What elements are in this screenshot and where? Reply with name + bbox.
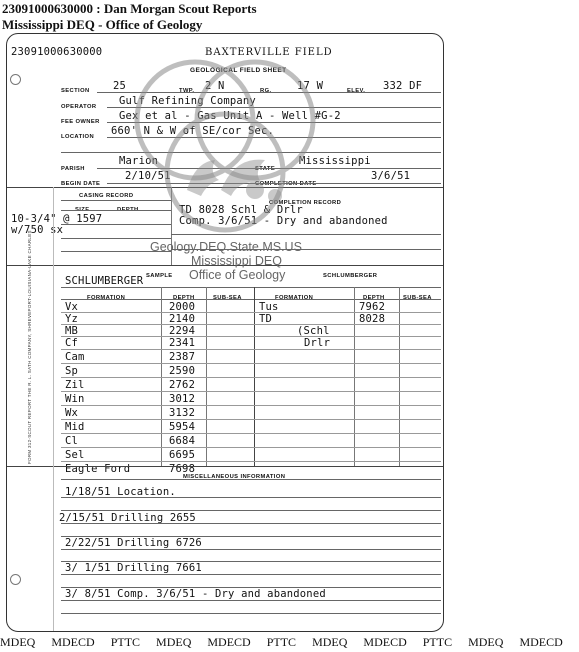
right-formation: Tus bbox=[259, 301, 279, 313]
left-formation: Sel bbox=[65, 449, 85, 461]
left-formation: Cl bbox=[65, 435, 79, 447]
footer-item: PTTC bbox=[266, 635, 297, 649]
left-formation: Vx bbox=[65, 301, 79, 313]
punch-hole bbox=[10, 574, 21, 585]
sheet-title: GEOLOGICAL FIELD SHEET bbox=[190, 67, 287, 74]
state-label: STATE bbox=[255, 166, 276, 172]
footer-item: PTTC bbox=[110, 635, 141, 649]
parish-label: PARISH bbox=[61, 166, 85, 172]
left-depth: 6684 bbox=[169, 435, 196, 447]
form-side-text: FORM 312-SCOUT REPORT THE R. L. SATH COMPANY, SHREVEPORT-LOUISIANA-LAKE CHARLES bbox=[27, 230, 32, 464]
watermark-url: Geology.DEQ.State.MS.US bbox=[150, 240, 302, 254]
right-formation-header: FORMATION bbox=[275, 295, 314, 301]
casing-line-1: 10-3/4" @ 1597 bbox=[11, 213, 103, 225]
footer-item: MDEQ bbox=[312, 635, 348, 649]
completion-line-1: TD 8028 Schl & Drlr bbox=[179, 204, 303, 216]
operator-value: Gulf Refining Company bbox=[119, 95, 256, 107]
right-formation: (Schl bbox=[297, 325, 330, 337]
left-depth: 3012 bbox=[169, 393, 196, 405]
page-header-subtitle: Mississippi DEQ - Office of Geology bbox=[2, 17, 203, 32]
footer-item: MDEQ bbox=[468, 635, 504, 649]
footer-banner bbox=[0, 633, 563, 651]
elev-value: 332 DF bbox=[383, 80, 423, 92]
section-label: SECTION bbox=[61, 88, 90, 94]
left-depth: 5954 bbox=[169, 421, 196, 433]
misc-entry: 3/ 1/51 Drilling 7661 bbox=[65, 562, 202, 574]
operator-label: OPERATOR bbox=[61, 104, 97, 110]
left-depth: 2294 bbox=[169, 325, 196, 337]
completion-date-value: 3/6/51 bbox=[371, 170, 411, 182]
schlumberger-label: SCHLUMBERGER bbox=[323, 273, 378, 279]
footer-item: PTTC bbox=[422, 635, 453, 649]
misc-entry: 1/18/51 Location. bbox=[65, 486, 176, 498]
right-depth: 8028 bbox=[359, 313, 386, 325]
punch-hole bbox=[10, 74, 21, 85]
casing-size-label: SIZE bbox=[75, 207, 90, 213]
left-formation: Cf bbox=[65, 337, 79, 349]
completion-line-2: Comp. 3/6/51 - Dry and abandoned bbox=[179, 215, 388, 227]
rg-label: RG. bbox=[260, 88, 272, 94]
completion-record-label: COMPLETION RECORD bbox=[269, 200, 342, 206]
footer-item: MDEQ bbox=[0, 635, 36, 649]
location-label: LOCATION bbox=[61, 134, 95, 140]
section-value: 25 bbox=[113, 80, 127, 92]
left-formation: Zil bbox=[65, 379, 85, 391]
left-depth: 2762 bbox=[169, 379, 196, 391]
twp-label: TWP. bbox=[179, 88, 195, 94]
rg-value: 17 W bbox=[297, 80, 324, 92]
misc-label: MISCELLANEOUS INFORMATION bbox=[183, 474, 286, 480]
right-subsea-header: SUB-SEA bbox=[403, 295, 432, 301]
left-depth-header: DEPTH bbox=[173, 295, 195, 301]
left-depth: 2387 bbox=[169, 351, 196, 363]
api-number: 23091000630000 bbox=[11, 46, 103, 58]
casing-record-label: CASING RECORD bbox=[79, 193, 134, 199]
field-name: BAXTERVILLE FIELD bbox=[205, 47, 333, 58]
sample-value: SCHLUMBERGER bbox=[65, 275, 144, 287]
begin-date-value: 2/10/51 bbox=[125, 170, 171, 182]
left-formation: Eagle Ford bbox=[65, 463, 131, 475]
left-depth: 2140 bbox=[169, 313, 196, 325]
twp-value: 2 N bbox=[205, 80, 225, 92]
footer-item: MDECD bbox=[51, 635, 95, 649]
watermark-office: Office of Geology bbox=[189, 268, 286, 282]
page-header-title: 23091000630000 : Dan Morgan Scout Reports bbox=[2, 1, 257, 16]
state-value: Mississippi bbox=[299, 155, 371, 167]
left-formation: Sp bbox=[65, 365, 79, 377]
left-formation-header: FORMATION bbox=[87, 295, 126, 301]
scout-report-card bbox=[6, 33, 444, 632]
begin-date-label: BEGIN DATE bbox=[61, 181, 101, 187]
casing-depth-label: DEPTH bbox=[117, 207, 139, 213]
left-formation: MB bbox=[65, 325, 79, 337]
footer-item: MDECD bbox=[207, 635, 251, 649]
left-formation: Mid bbox=[65, 421, 85, 433]
left-formation: Cam bbox=[65, 351, 85, 363]
fee-owner-label: FEE OWNER bbox=[61, 119, 100, 125]
right-formation: TD bbox=[259, 313, 273, 325]
left-depth: 2341 bbox=[169, 337, 196, 349]
left-depth: 2000 bbox=[169, 301, 196, 313]
right-depth-header: DEPTH bbox=[363, 295, 385, 301]
location-value: 660' N & W of SE/cor Sec. bbox=[111, 125, 275, 137]
completion-date-label: COMPLETION DATE bbox=[255, 181, 317, 187]
footer-item: MDECD bbox=[519, 635, 563, 649]
elev-label: ELEV. bbox=[347, 88, 366, 94]
right-formation: Drlr bbox=[304, 337, 331, 349]
left-subsea-header: SUB-SEA bbox=[213, 295, 242, 301]
casing-line-2: w/750 sx bbox=[11, 224, 64, 236]
left-formation: Yz bbox=[65, 313, 79, 325]
left-depth: 6695 bbox=[169, 449, 196, 461]
watermark-org: Mississippi DEQ bbox=[191, 254, 282, 268]
fee-owner-value: Gex et al - Gas Unit A - Well #G-2 bbox=[119, 110, 341, 122]
left-depth: 3132 bbox=[169, 407, 196, 419]
left-formation: Wx bbox=[65, 407, 79, 419]
misc-entry: 2/15/51 Drilling 2655 bbox=[59, 512, 196, 524]
misc-entry: 2/22/51 Drilling 6726 bbox=[65, 537, 202, 549]
sample-label: SAMPLE bbox=[146, 273, 173, 279]
left-formation: Win bbox=[65, 393, 85, 405]
mdeq-logo-watermark bbox=[125, 40, 325, 245]
footer-item: MDEQ bbox=[156, 635, 192, 649]
right-depth: 7962 bbox=[359, 301, 386, 313]
left-depth: 2590 bbox=[169, 365, 196, 377]
misc-entry: 3/ 8/51 Comp. 3/6/51 - Dry and abandoned bbox=[65, 588, 326, 600]
left-depth: 7698 bbox=[169, 463, 196, 475]
footer-item: MDECD bbox=[363, 635, 407, 649]
parish-value: Marion bbox=[119, 155, 159, 167]
